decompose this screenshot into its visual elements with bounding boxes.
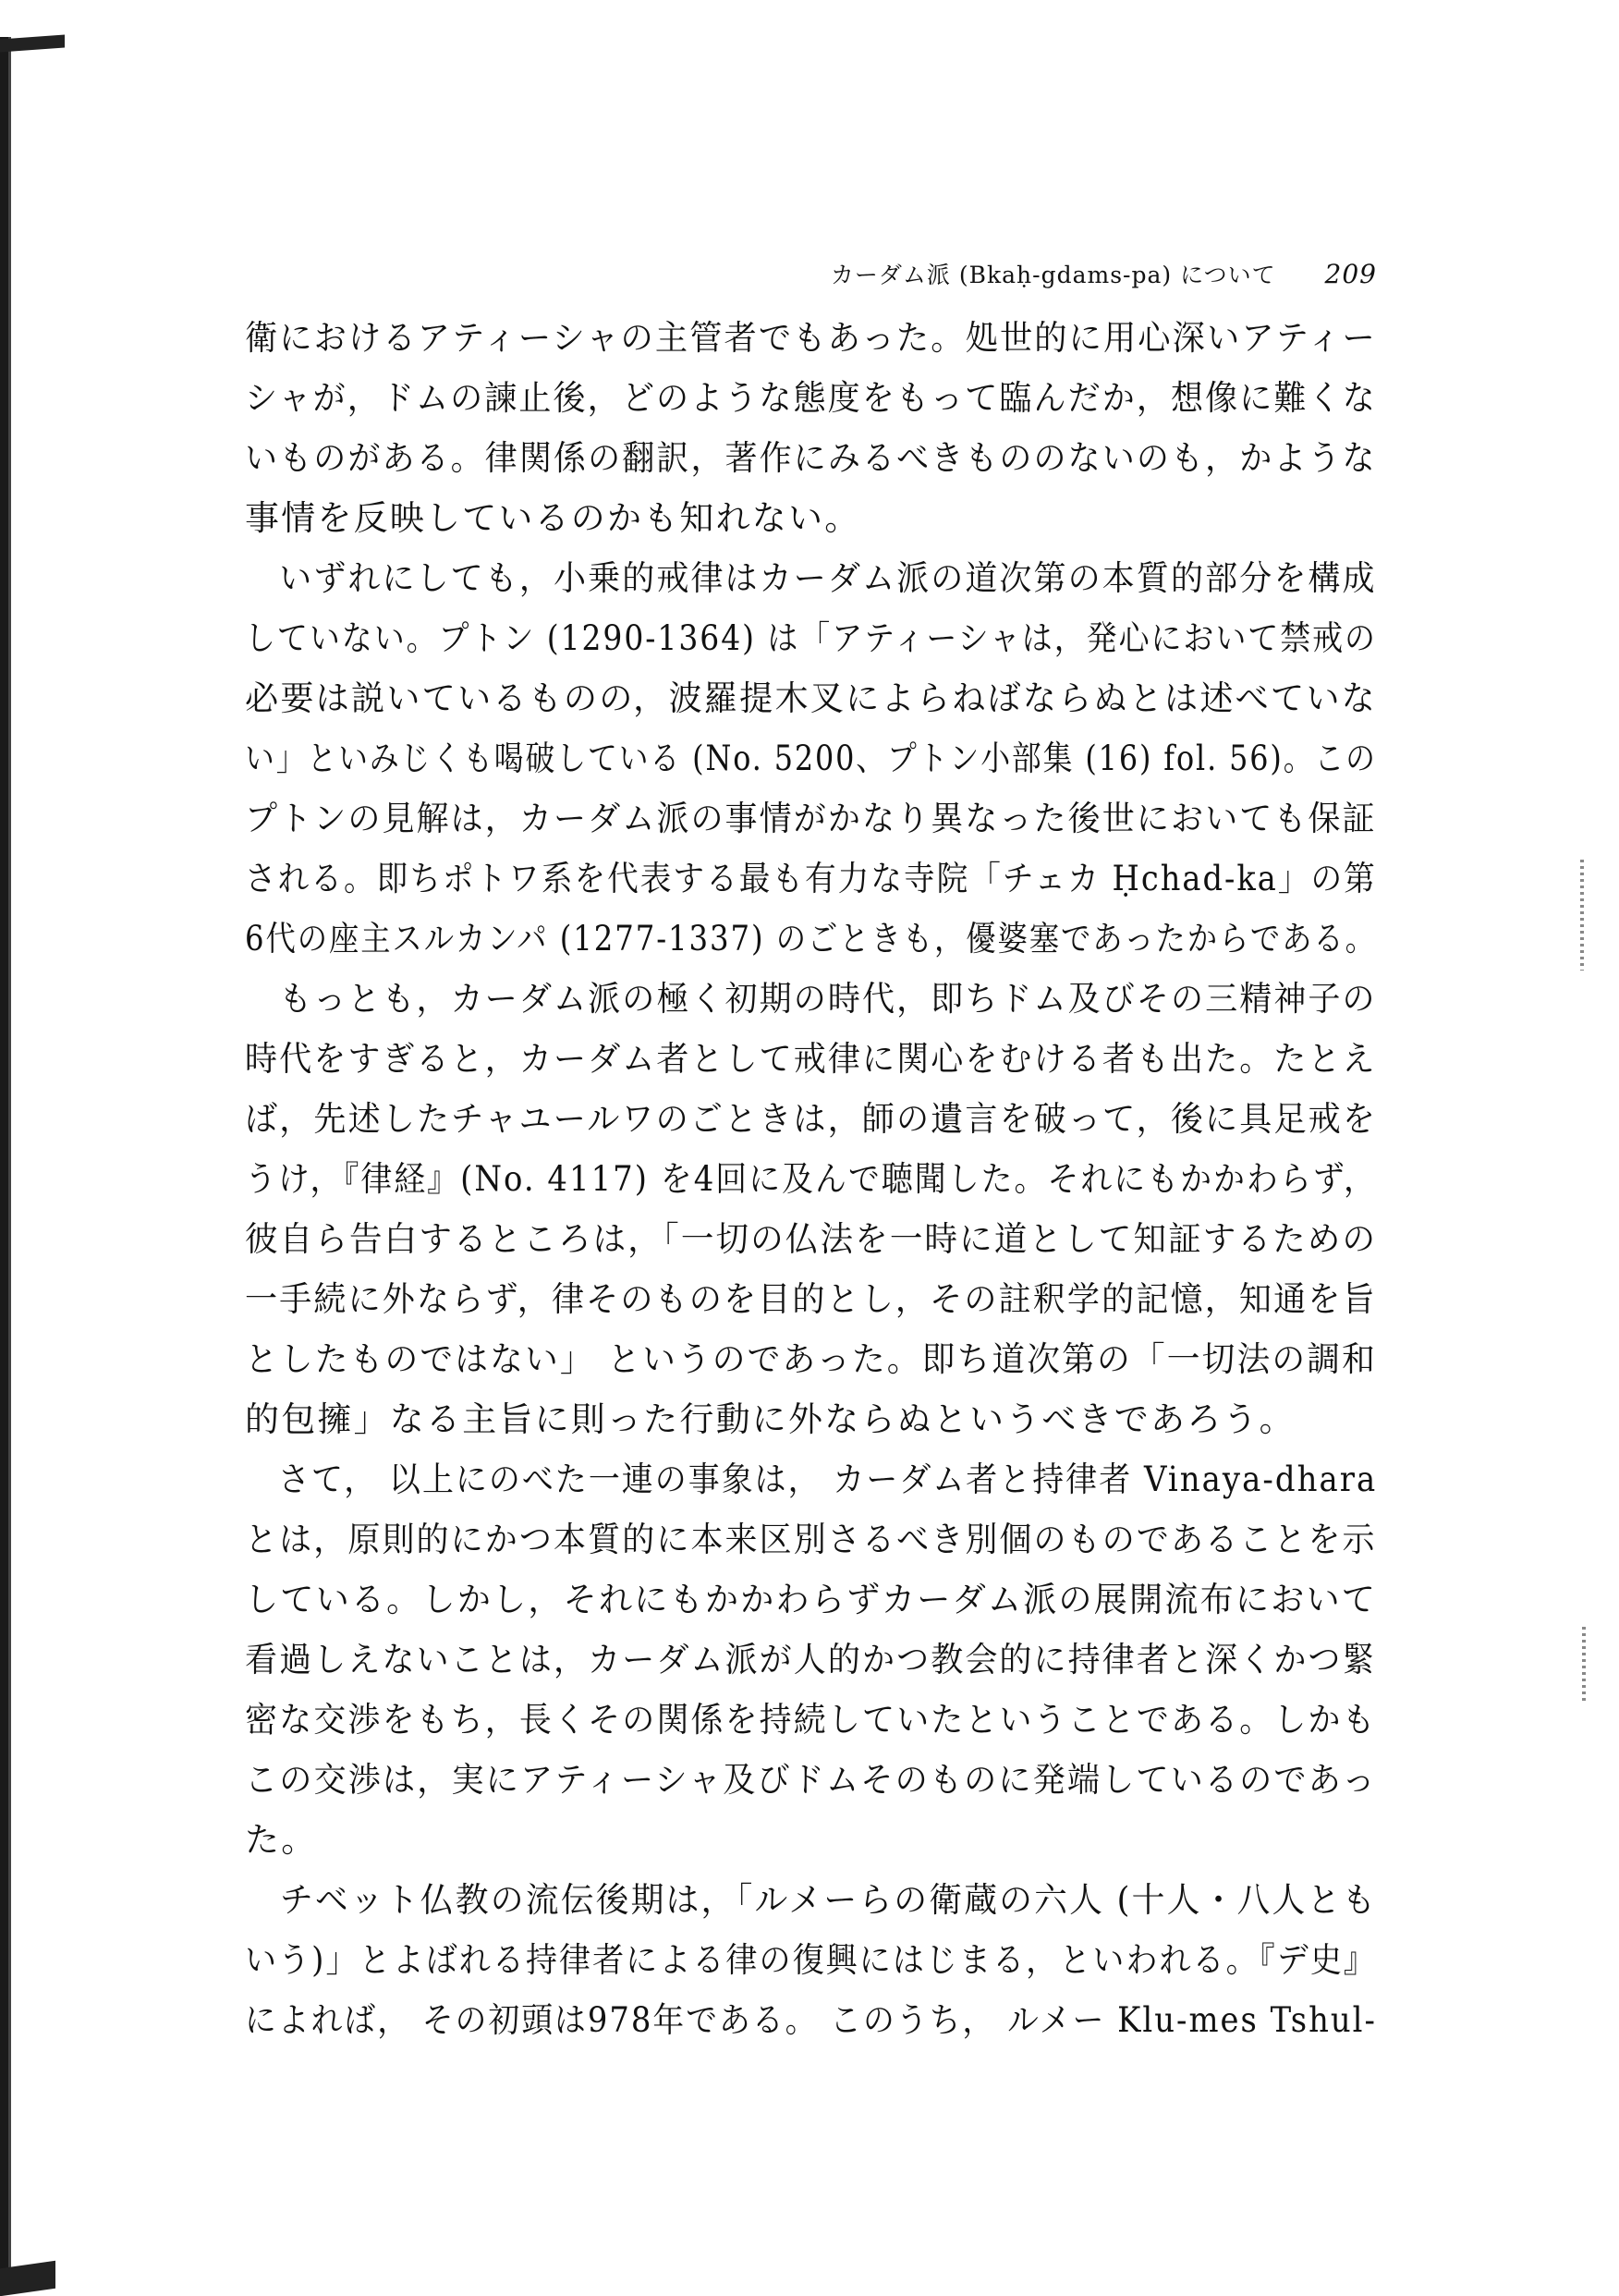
running-head xyxy=(0,257,1377,290)
body-line: 看過しえないことは，カーダム派が人的かつ教会的に持律者と深くかつ緊 xyxy=(245,1640,1377,1679)
body-line: いう)」とよばれる持律者による律の復興にはじまる，といわれる。『デ史』 xyxy=(245,1940,1377,1980)
body-line: うけ，『律経』(No. 4117) を4回に及んで聴聞した。それにもかかわらず， xyxy=(245,1159,1377,1199)
running-head-title: カーダム派 (Bkaḥ-gdams-pa) について xyxy=(830,262,1276,288)
body-line: シャが，ドムの諫止後，どのような態度をもって臨んだか，想像に難くな xyxy=(245,378,1377,418)
body-line: た。 xyxy=(245,1820,318,1860)
body-line: によれば， その初頭は978年である。 このうち， ルメー Klu-mes Tshul- xyxy=(245,2000,1377,2040)
body-line: 一手続に外ならず，律そのものを目的とし，その註釈学的記憶，知通を旨 xyxy=(245,1279,1377,1319)
body-line: 衛におけるアティーシャの主管者でもあった。処世的に用心深いアティー xyxy=(245,318,1377,358)
body-line: される。即ちポトワ系を代表する最も有力な寺院「チェカ Ḥchad-ka」の第 xyxy=(245,859,1377,898)
body-line: とは，原則的にかつ本質的に本来区別さるべき別個のものであることを示 xyxy=(245,1520,1377,1559)
body-line: 時代をすぎると，カーダム者として戒律に関心をむける者も出た。たとえ xyxy=(245,1039,1377,1079)
body-line: い」といみじくも喝破している (No. 5200、プトン小部集 (16) fol. 56)。この xyxy=(245,739,1377,778)
body-line: 的包擁」なる主旨に則った行動に外ならぬというべきであろう。 xyxy=(245,1399,1296,1439)
body-line: もっとも，カーダム派の極く初期の時代，即ちドム及びその三精神子の xyxy=(245,979,1377,1019)
body-line: 彼自ら告白するところは，「一切の仏法を一時に道として知証するための xyxy=(245,1219,1378,1259)
body-text xyxy=(245,308,1377,2050)
body-line: 6代の座主スルカンパ (1277-1337) のごときも，優婆塞であったからである。 xyxy=(245,919,1377,959)
body-line: この交渉は，実にアティーシャ及びドムそのものに発端しているのであっ xyxy=(245,1760,1377,1800)
body-line: プトンの見解は，カーダム派の事情がかなり異なった後世においても保証 xyxy=(245,799,1377,838)
scan-noise-mark xyxy=(1582,1627,1586,1701)
body-line: としたものではない」 というのであった。即ち道次第の「一切法の調和 xyxy=(245,1339,1378,1379)
body-line: 密な交渉をもち，長くその関係を持続していたということである。しかも xyxy=(245,1700,1377,1740)
body-line: さて， 以上にのべた一連の事象は， カーダム者と持律者 Vinaya-dhara xyxy=(245,1459,1378,1499)
body-line: いものがある。律関係の翻訳，著作にみるべきもののないのも，かような xyxy=(245,438,1377,478)
scan-binding-edge xyxy=(0,37,28,2292)
page-number: 209 xyxy=(1324,259,1377,289)
scan-noise-mark xyxy=(1580,860,1584,971)
body-line: 必要は説いているものの，波羅提木叉によらねばならぬとは述べていな xyxy=(245,678,1377,718)
body-line: している。しかし，それにもかかわらずカーダム派の展開流布において xyxy=(245,1580,1378,1619)
body-line: チベット仏教の流伝後期は，「ルメーらの衛蔵の六人 (十人・八人とも xyxy=(245,1880,1378,1920)
body-line: していない。プトン (1290-1364) は「アティーシャは，発心において禁戒の xyxy=(245,618,1377,658)
body-line: ば，先述したチャユールワのごときは，師の遺言を破って，後に具足戒を xyxy=(245,1099,1378,1139)
body-line: いずれにしても，小乗的戒律はカーダム派の道次第の本質的部分を構成 xyxy=(245,558,1377,598)
body-line: 事情を反映しているのかも知れない。 xyxy=(245,498,861,538)
